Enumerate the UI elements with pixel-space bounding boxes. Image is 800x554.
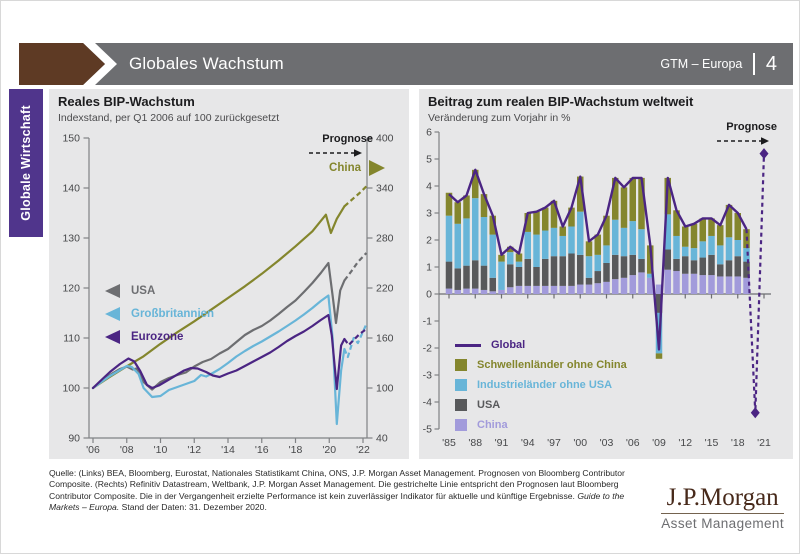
axis-tick-label: '14 (221, 444, 235, 456)
axis-tick-label: 100 (62, 382, 80, 395)
bar-segment (691, 224, 698, 248)
bar-segment (446, 216, 453, 262)
bar-segment (481, 217, 488, 266)
bar-segment (516, 286, 523, 294)
bar-segment (612, 279, 619, 294)
legend-item-usa-bar: USA (455, 395, 627, 415)
bar-segment (638, 229, 645, 259)
bar-segment (533, 212, 540, 235)
bar-segment (726, 260, 733, 276)
bar-segment (682, 227, 689, 247)
axis-tick-label: 0 (426, 288, 432, 301)
bar-segment (726, 237, 733, 260)
bar-segment (551, 256, 558, 286)
bar-segment (595, 271, 602, 283)
page-number: 4 (765, 52, 777, 75)
axis-tick-label: '15 (704, 437, 719, 449)
industrielaender-swatch (455, 379, 467, 391)
axis-tick-label: 140 (62, 182, 80, 195)
source-note: Quelle: (Links) BEA, Bloomberg, Eurostat, Nationales Statistikamt China, ONS, J.P. Morgan Asset Management. Prognosen von Bloomberg Contributor Composite. (Rechts) Refinitiv Datastream, Weltbank, J.P. Morgan Asset Management. Die gestrichelte Linie entspricht den Prognosen laut Bloomberg Contributor Composite. Die in der Vergangenheit erzielte Performance ist kein zuverlässiger Indikator für aktuelle und künftige Ergebnisse. Guide to the Markets – Europa. Stand der Daten: 31. Dezember 2020. (49, 468, 625, 513)
bar-segment (612, 220, 619, 255)
bar-segment (568, 227, 575, 254)
bar-segment (586, 285, 593, 294)
bar-segment (542, 259, 549, 286)
bar-segment (630, 221, 637, 255)
line-China-forecast (344, 186, 366, 206)
axis-tick-label: 4 (426, 180, 432, 193)
bar-segment (498, 262, 505, 290)
bar-segment (621, 278, 628, 294)
bar-segment (533, 267, 540, 286)
bar-segment (665, 249, 672, 269)
bar-segment (708, 236, 715, 255)
legend-item-global: Global (455, 335, 627, 355)
legend-item-schwellenlaender: Schwellenländer ohne China (455, 355, 627, 375)
line-global-forecast (747, 154, 765, 413)
left-chart-subtitle: Indexstand, per Q1 2006 auf 100 zurückgesetzt (58, 112, 280, 124)
bar-segment (455, 290, 462, 294)
axis-tick-label: '18 (730, 437, 745, 449)
header-arrow (19, 43, 139, 85)
bar-segment (717, 245, 724, 264)
axis-tick-label: 3 (426, 207, 432, 220)
section-tab-label: Globale Wirtschaft (19, 105, 33, 221)
jpmorgan-wordmark: J.P.Morgan (661, 484, 784, 514)
bar-segment (656, 353, 663, 358)
bar-segment (603, 282, 610, 294)
bar-segment (455, 268, 462, 290)
bar-segment (560, 227, 567, 236)
usa-arrow-icon (105, 284, 120, 298)
bar-segment (603, 245, 610, 263)
axis-tick-label: '03 (599, 437, 614, 449)
axis-tick-label: '12 (187, 444, 202, 456)
usa-swatch (455, 399, 467, 411)
right-chart-panel (419, 89, 793, 459)
axis-tick-label: 130 (62, 232, 80, 245)
legend-item-usa: USA (105, 279, 214, 302)
bar-segment (463, 266, 470, 289)
bar-segment (595, 283, 602, 294)
axis-tick-label: '09 (652, 437, 666, 449)
axis-tick-label: '16 (254, 444, 269, 456)
axis-tick-label: 6 (426, 126, 432, 139)
bar-segment (455, 202, 462, 224)
line-Eurozone-forecast (344, 329, 366, 345)
bar-segment (577, 255, 584, 285)
axis-tick-label: '06 (86, 444, 100, 456)
axis-tick-label: -1 (422, 315, 432, 328)
bar-segment (507, 252, 514, 264)
bar-segment (612, 255, 619, 279)
bar-segment (542, 231, 549, 259)
bar-segment (630, 275, 637, 294)
axis-tick-label: '18 (288, 444, 303, 456)
left-chart-title: Reales BIP-Wachstum (58, 94, 195, 109)
bar-segment (463, 218, 470, 265)
bar-segment (560, 256, 567, 286)
axis-tick-label: 1 (426, 261, 432, 274)
bar-segment (682, 274, 689, 294)
axis-tick-label: '12 (678, 437, 693, 449)
axis-tick-label: -4 (422, 396, 432, 409)
left-chart-legend (105, 279, 214, 348)
bar-segment (533, 235, 540, 267)
bar-segment (516, 262, 523, 267)
axis-tick-label: 400 (376, 132, 394, 145)
bar-segment (586, 278, 593, 285)
page-title: Globales Wachstum (129, 54, 284, 73)
jpmorgan-logo (661, 484, 784, 531)
legend-item-industrielaender: Industrieländer ohne USA (455, 375, 627, 395)
bar-segment (673, 271, 680, 294)
bar-segment (621, 187, 628, 228)
bar-segment (603, 263, 610, 282)
stacked-bars (446, 170, 750, 359)
axis-tick-label: -2 (422, 342, 432, 355)
header-divider (753, 53, 755, 75)
bar-segment (586, 241, 593, 256)
bar-segment (490, 291, 497, 294)
axis-tick-label: 150 (62, 132, 80, 145)
bar-segment (577, 212, 584, 255)
bar-segment (691, 274, 698, 294)
bar-segment (525, 259, 532, 286)
bar-segment (533, 286, 540, 294)
bar-segment (700, 241, 707, 257)
bar-segment (560, 236, 567, 256)
bar-segment (691, 260, 698, 274)
axis-tick-label: '88 (468, 437, 483, 449)
axis-tick-label: '21 (757, 437, 771, 449)
axis-tick-label: 100 (376, 382, 394, 395)
bar-segment (630, 255, 637, 275)
axis-tick-label: '00 (573, 437, 588, 449)
right-chart-subtitle: Veränderung zum Vorjahr in % (428, 112, 571, 124)
legend-item-china-bar: China (455, 415, 627, 435)
bar-segment (525, 286, 532, 294)
axis-tick-label: '06 (625, 437, 640, 449)
bar-segment (463, 289, 470, 294)
axis-tick-label: '85 (442, 437, 456, 449)
bar-segment (621, 228, 628, 256)
bar-segment (726, 276, 733, 294)
bar-segment (490, 278, 497, 292)
bar-segment (717, 225, 724, 245)
right-prognose-arrow-icon (717, 137, 769, 145)
bar-segment (595, 255, 602, 271)
asset-management-label: Asset Management (661, 516, 784, 531)
bar-segment (481, 266, 488, 290)
bar-segment (568, 286, 575, 294)
left-prognose-label: Prognose (322, 133, 373, 145)
bar-segment (621, 256, 628, 278)
bar-segment (490, 235, 497, 278)
bar-segment (665, 270, 672, 294)
axis-tick-label: 280 (376, 232, 394, 245)
axis-tick-label: 40 (376, 432, 388, 445)
bar-segment (551, 228, 558, 256)
header-right (660, 43, 777, 85)
bar-segment (568, 254, 575, 286)
bar-segment (638, 272, 645, 294)
bar-segment (472, 198, 479, 260)
axis-tick-label: 120 (62, 282, 80, 295)
axis-tick-label: '97 (547, 437, 561, 449)
bar-segment (516, 267, 523, 286)
bar-segment (630, 178, 637, 221)
axis-tick-label: 90 (68, 432, 80, 445)
schwellenlaender-swatch (455, 359, 467, 371)
bar-segment (516, 254, 523, 262)
bar-segment (673, 259, 680, 271)
forecast-diamond-2020 (751, 407, 760, 418)
right-prognose-label: Prognose (726, 121, 777, 133)
legend-item-eurozone: Eurozone (105, 325, 214, 348)
axis-tick-label: '10 (153, 444, 168, 456)
axis-tick-label: '91 (494, 437, 509, 449)
bar-segment (463, 195, 470, 218)
right-chart-legend (455, 335, 627, 435)
axis-tick-label: -5 (422, 423, 432, 436)
bar-segment (735, 256, 742, 276)
axis-tick-label: '94 (520, 437, 535, 449)
bar-segment (717, 264, 724, 276)
eurozone-arrow-icon (105, 330, 120, 344)
bar-segment (551, 286, 558, 294)
bar-segment (498, 290, 505, 294)
bar-segment (638, 259, 645, 273)
bar-segment (542, 208, 549, 231)
left-prognose-arrow-icon (309, 149, 362, 157)
bar-segment (682, 256, 689, 274)
bar-segment (735, 240, 742, 256)
bar-segment (560, 286, 567, 294)
axis-tick-label: 5 (426, 153, 432, 166)
right-chart-title: Beitrag zum realen BIP-Wachstum weltweit (428, 94, 694, 109)
bar-segment (717, 276, 724, 294)
bar-segment (507, 264, 514, 287)
global-line-swatch (455, 344, 481, 347)
line-USA-forecast (344, 253, 366, 281)
bar-segment (673, 236, 680, 259)
bar-segment (700, 258, 707, 276)
axis-tick-label: 340 (376, 182, 394, 195)
bar-segment (708, 255, 715, 275)
line-Großbritannien-forecast (344, 324, 366, 357)
left-chart-panel (49, 89, 409, 459)
bar-segment (691, 248, 698, 260)
legend-item-grossbritannien: Großbritannien (105, 302, 214, 325)
left-legend-china-label: China (329, 162, 361, 174)
bar-segment (542, 286, 549, 294)
bar-segment (708, 275, 715, 294)
bar-segment (481, 290, 488, 294)
axis-tick-label: 110 (63, 332, 80, 345)
bar-segment (700, 218, 707, 241)
bar-segment (472, 260, 479, 288)
bar-segment (735, 276, 742, 294)
bar-segment (577, 285, 584, 294)
bar-segment (455, 224, 462, 269)
edition-label: GTM – Europa (660, 57, 743, 71)
axis-tick-label: 160 (376, 332, 394, 345)
axis-tick-label: '08 (119, 444, 134, 456)
bar-segment (700, 275, 707, 294)
axis-tick-label: -3 (422, 369, 432, 382)
uk-arrow-icon (105, 307, 120, 321)
china-arrow-icon (369, 160, 385, 176)
bar-segment (446, 289, 453, 294)
bar-segment (472, 289, 479, 294)
axis-tick-label: '22 (356, 444, 370, 456)
axis-tick-label: 220 (376, 282, 394, 295)
section-tab-globale-wirtschaft[interactable] (9, 89, 43, 237)
bar-segment (507, 287, 514, 294)
axis-tick-label: '20 (322, 444, 337, 456)
bar-segment (446, 262, 453, 289)
forecast-diamond-2021 (760, 148, 769, 159)
bar-segment (586, 256, 593, 278)
bar-segment (682, 247, 689, 256)
china-swatch (455, 419, 467, 431)
axis-tick-label: 2 (426, 234, 432, 247)
bar-segment (525, 232, 532, 259)
